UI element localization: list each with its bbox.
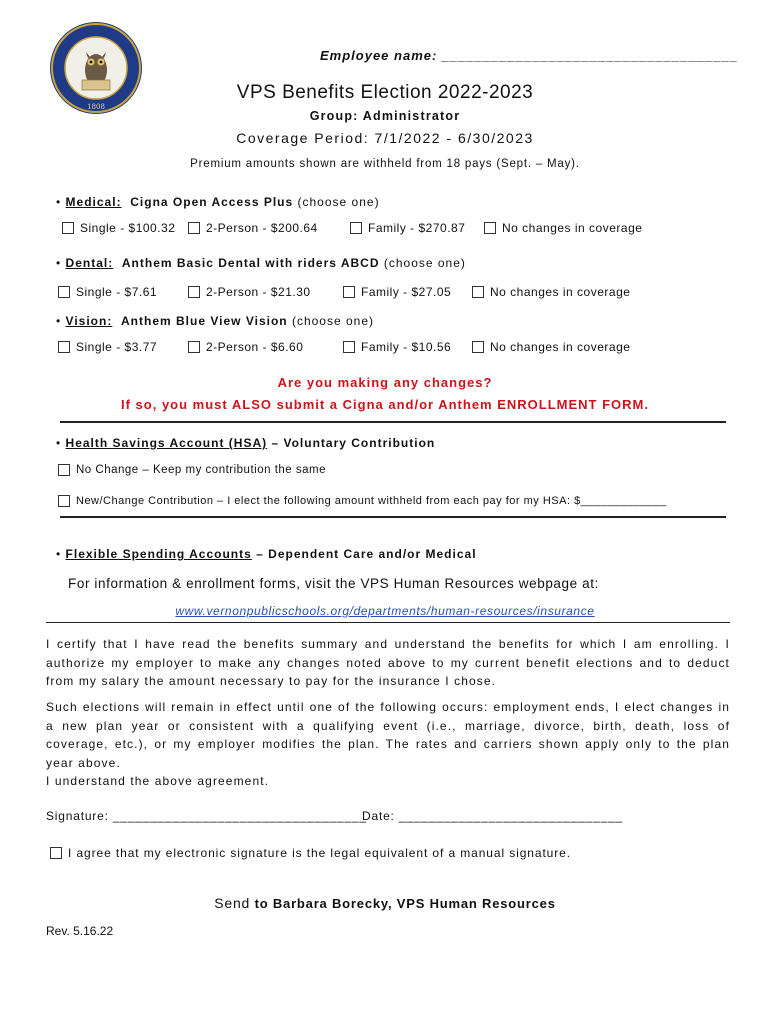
- hsa-suffix: – Voluntary Contribution: [271, 436, 436, 450]
- hsa-heading: • Health Savings Account (HSA) – Voluntary Contribution: [56, 436, 436, 450]
- vision-choose: (choose one): [291, 314, 374, 328]
- checkbox[interactable]: [50, 847, 62, 859]
- premium-note: Premium amounts shown are withheld from 18 pays (Sept. – May).: [190, 158, 580, 170]
- send-prefix: Send: [214, 895, 251, 911]
- revision: Rev. 5.16.22: [46, 924, 114, 938]
- hsa-option-new[interactable]: New/Change Contribution – I elect the following amount withheld from each pay for my HSA: $_____________: [58, 495, 667, 507]
- changes-instruction: If so, you must ALSO submit a Cigna and/or Anthem ENROLLMENT FORM.: [121, 397, 649, 412]
- certify-paragraph: I certify that I have read the benefits summary and understand the benefits for which I am enrolling. I authorize my employer to make any changes noted above to my current benefit elections and to deduct from my salary the amount necessary to pay for the insurance I chose.: [46, 637, 730, 688]
- checkbox[interactable]: [343, 286, 355, 298]
- dental-option-single[interactable]: Single - $7.61: [58, 285, 157, 299]
- fsa-label: Flexible Spending Accounts: [65, 547, 252, 561]
- medical-label: Medical:: [65, 195, 122, 209]
- form-title: VPS Benefits Election 2022-2023: [236, 82, 534, 103]
- medical-option-nochange[interactable]: No changes in coverage: [484, 221, 642, 235]
- divider: [46, 622, 730, 623]
- checkbox[interactable]: [188, 341, 200, 353]
- vision-plan: Anthem Blue View Vision: [121, 314, 288, 328]
- medical-option-2person[interactable]: 2-Person - $200.64: [188, 221, 318, 235]
- checkbox[interactable]: [58, 495, 70, 507]
- dental-option-family[interactable]: Family - $27.05: [343, 285, 451, 299]
- checkbox[interactable]: [188, 286, 200, 298]
- changes-question: Are you making any changes?: [277, 375, 493, 390]
- medical-option-single[interactable]: Single - $100.32: [62, 221, 175, 235]
- checkbox[interactable]: [472, 341, 484, 353]
- understand-statement: I understand the above agreement.: [46, 774, 270, 788]
- vision-option-2person[interactable]: 2-Person - $6.60: [188, 340, 303, 354]
- dental-plan: Anthem Basic Dental with riders ABCD: [121, 256, 380, 270]
- signature-field[interactable]: Signature: __________________________________: [46, 809, 367, 823]
- checkbox[interactable]: [484, 222, 496, 234]
- medical-heading: • Medical: Cigna Open Access Plus (choose one): [56, 195, 380, 209]
- vision-option-single[interactable]: Single - $3.77: [58, 340, 157, 354]
- send-to: [0, 895, 770, 911]
- vision-label: Vision:: [65, 314, 113, 328]
- dental-label: Dental:: [65, 256, 114, 270]
- medical-choose: (choose one): [297, 195, 380, 209]
- medical-option-family[interactable]: Family - $270.87: [350, 221, 465, 235]
- dental-option-2person[interactable]: 2-Person - $21.30: [188, 285, 311, 299]
- fsa-info: For information & enrollment forms, visit the VPS Human Resources webpage at:: [68, 576, 599, 591]
- checkbox[interactable]: [472, 286, 484, 298]
- hr-insurance-link[interactable]: www.vernonpublicschools.org/departments/human-resources/insurance: [175, 604, 595, 618]
- dental-heading: • Dental: Anthem Basic Dental with riders ABCD (choose one): [56, 256, 466, 270]
- vision-option-nochange[interactable]: No changes in coverage: [472, 340, 630, 354]
- checkbox[interactable]: [58, 464, 70, 476]
- group-label: Group: Administrator: [309, 109, 461, 123]
- coverage-period: Coverage Period: 7/1/2022 - 6/30/2023: [236, 130, 534, 146]
- logo-year: 1808: [87, 103, 105, 111]
- checkbox[interactable]: [350, 222, 362, 234]
- vision-heading: • Vision: Anthem Blue View Vision (choose one): [56, 314, 374, 328]
- elections-paragraph: Such elections will remain in effect until one of the following occurs: employment ends, I elect changes in a new plan year or consistent with a qualifying event (i.e., marriage, divorce, birth, death, loss of coverage, etc.), or my employer modifies the plan. The rates and carriers shown apply only to the plan year above.: [46, 700, 730, 770]
- checkbox[interactable]: [343, 341, 355, 353]
- hsa-label: Health Savings Account (HSA): [65, 436, 268, 450]
- send-recipient: to Barbara Borecky, VPS Human Resources: [250, 896, 556, 911]
- checkbox[interactable]: [188, 222, 200, 234]
- employee-name-field[interactable]: Employee name: ____________________________________: [320, 48, 739, 63]
- medical-plan: Cigna Open Access Plus: [130, 195, 294, 209]
- dental-option-nochange[interactable]: No changes in coverage: [472, 285, 630, 299]
- checkbox[interactable]: [58, 341, 70, 353]
- fsa-heading: • Flexible Spending Accounts – Dependent Care and/or Medical: [56, 547, 477, 561]
- esign-label: I agree that my electronic signature is the legal equivalent of a manual signature.: [68, 846, 571, 860]
- vision-option-family[interactable]: Family - $10.56: [343, 340, 451, 354]
- divider: [60, 421, 726, 423]
- checkbox[interactable]: [58, 286, 70, 298]
- date-field[interactable]: Date: ______________________________: [362, 809, 624, 823]
- dental-choose: (choose one): [383, 256, 466, 270]
- esign-option[interactable]: [50, 846, 571, 860]
- fsa-suffix: – Dependent Care and/or Medical: [256, 547, 477, 561]
- checkbox[interactable]: [62, 222, 74, 234]
- divider: [60, 516, 726, 518]
- hsa-option-nochange[interactable]: No Change – Keep my contribution the same: [58, 464, 326, 476]
